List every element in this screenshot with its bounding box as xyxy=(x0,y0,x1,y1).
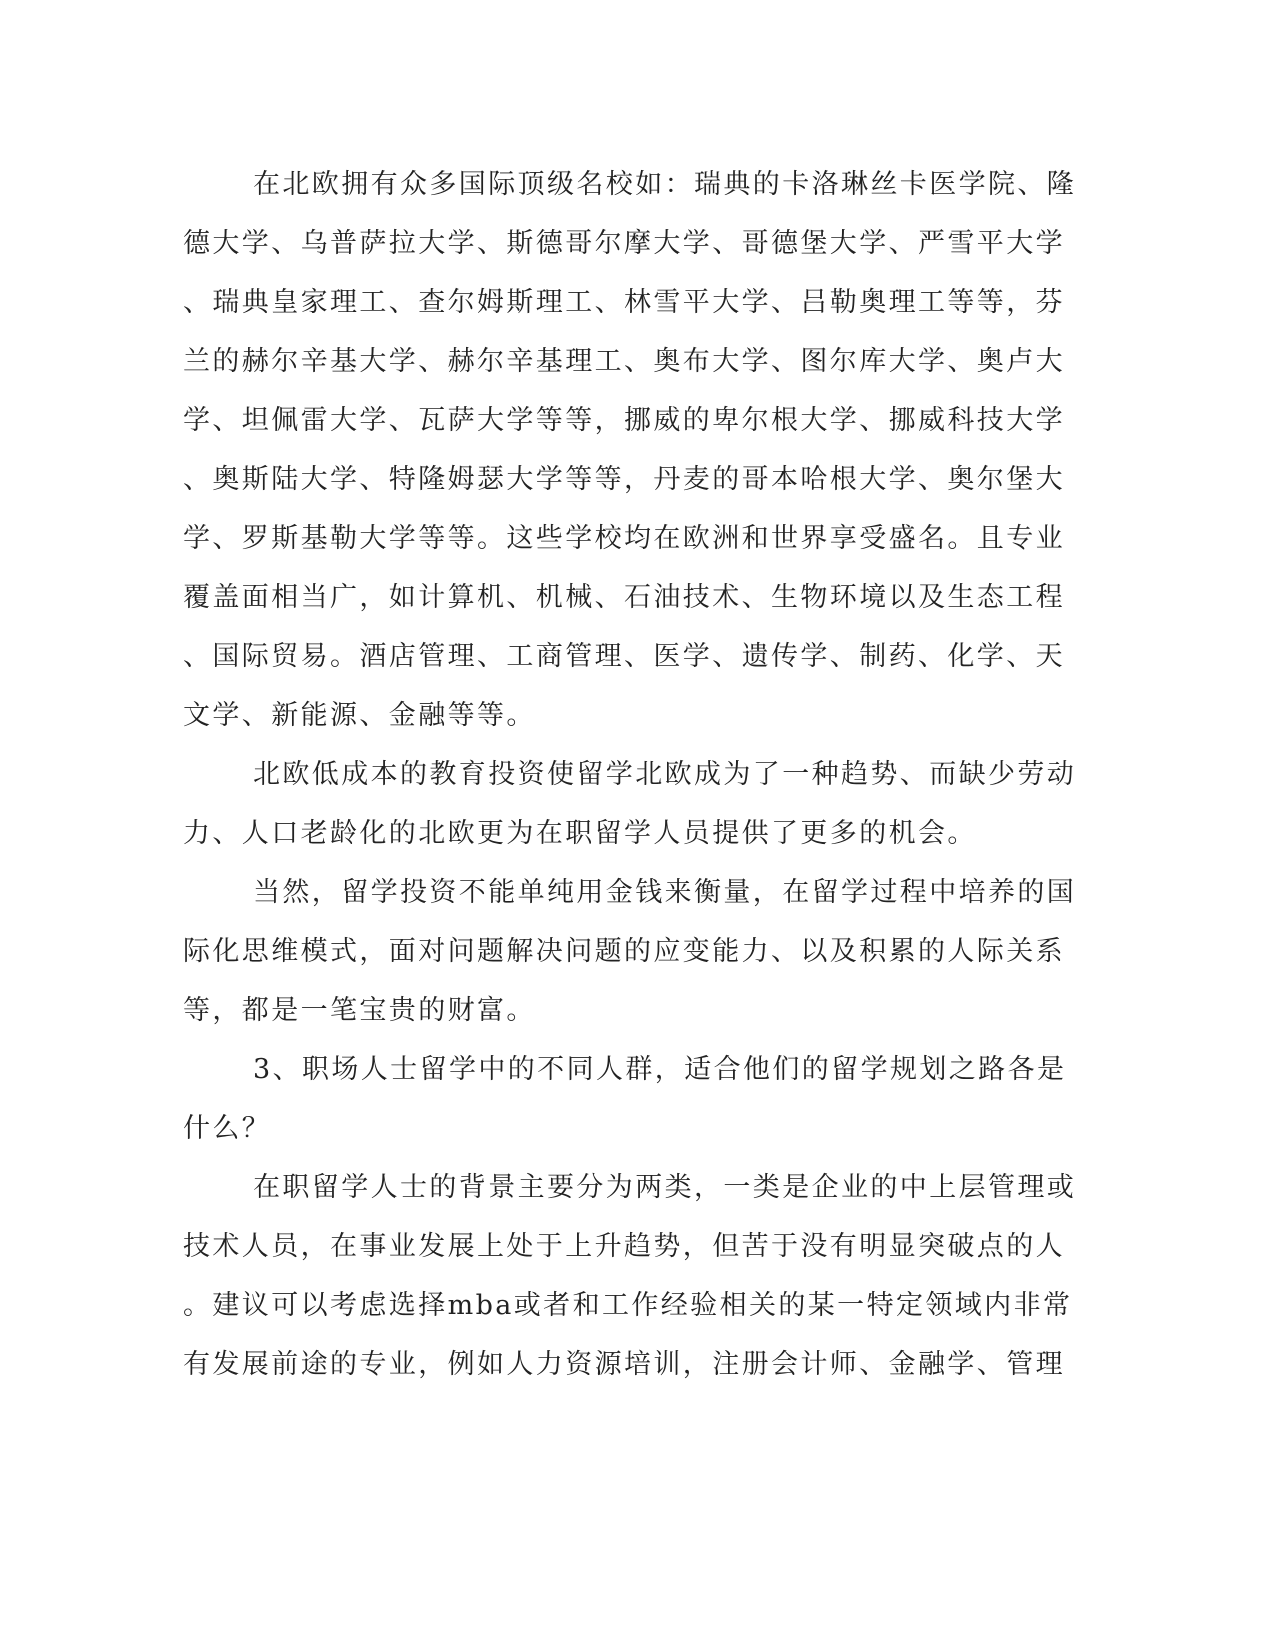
text-line: 什么？ xyxy=(183,1113,272,1144)
text-line: 力、人口老龄化的北欧更为在职留学人员提供了更多的机会。 xyxy=(183,818,977,849)
paragraph-low-cost-education xyxy=(183,745,1077,863)
text-line: 学、坦佩雷大学、瓦萨大学等等，挪威的卑尔根大学、挪威科技大学 xyxy=(183,405,1065,436)
text-line: 、瑞典皇家理工、查尔姆斯理工、林雪平大学、吕勒奥理工等等，芬 xyxy=(183,287,1065,318)
text-line: 际化思维模式，面对问题解决问题的应变能力、以及积累的人际关系 xyxy=(183,936,1065,967)
text-line: 、国际贸易。酒店管理、工商管理、医学、遗传学、制药、化学、天 xyxy=(183,641,1065,672)
text-line: 。建议可以考虑选择mba或者和工作经验相关的某一特定领域内非常 xyxy=(183,1290,1073,1321)
text-line: 、奥斯陆大学、特隆姆瑟大学等等，丹麦的哥本哈根大学、奥尔堡大 xyxy=(183,464,1065,495)
text-line: 学、罗斯基勒大学等等。这些学校均在欧洲和世界享受盛名。且专业 xyxy=(183,523,1065,554)
text-line: 兰的赫尔辛基大学、赫尔辛基理工、奥布大学、图尔库大学、奥卢大 xyxy=(183,346,1065,377)
paragraph-nordic-universities xyxy=(183,155,1077,745)
text-line: 在北欧拥有众多国际顶级名校如：瑞典的卡洛琳丝卡医学院、隆 xyxy=(253,169,1077,200)
text-line: 文学、新能源、金融等等。 xyxy=(183,700,536,731)
text-line: 德大学、乌普萨拉大学、斯德哥尔摩大学、哥德堡大学、严雪平大学 xyxy=(183,228,1065,259)
paragraph-working-professionals xyxy=(183,1158,1077,1394)
text-line: 等，都是一笔宝贵的财富。 xyxy=(183,995,536,1026)
text-line: 有发展前途的专业，例如人力资源培训，注册会计师、金融学、管理 xyxy=(183,1349,1065,1380)
document-body xyxy=(183,155,1077,1394)
text-line: 覆盖面相当广，如计算机、机械、石油技术、生物环境以及生态工程 xyxy=(183,582,1065,613)
text-line: 当然，留学投资不能单纯用金钱来衡量，在留学过程中培养的国 xyxy=(253,877,1077,908)
text-line: 北欧低成本的教育投资使留学北欧成为了一种趋势、而缺少劳动 xyxy=(253,759,1077,790)
text-line: 技术人员，在事业发展上处于上升趋势，但苦于没有明显突破点的人 xyxy=(183,1231,1065,1262)
text-line: 在职留学人士的背景主要分为两类，一类是企业的中上层管理或 xyxy=(253,1172,1077,1203)
paragraph-investment-value xyxy=(183,863,1077,1040)
text-line: 3、职场人士留学中的不同人群，适合他们的留学规划之路各是 xyxy=(253,1054,1067,1085)
section-heading-question-3 xyxy=(183,1040,1067,1158)
